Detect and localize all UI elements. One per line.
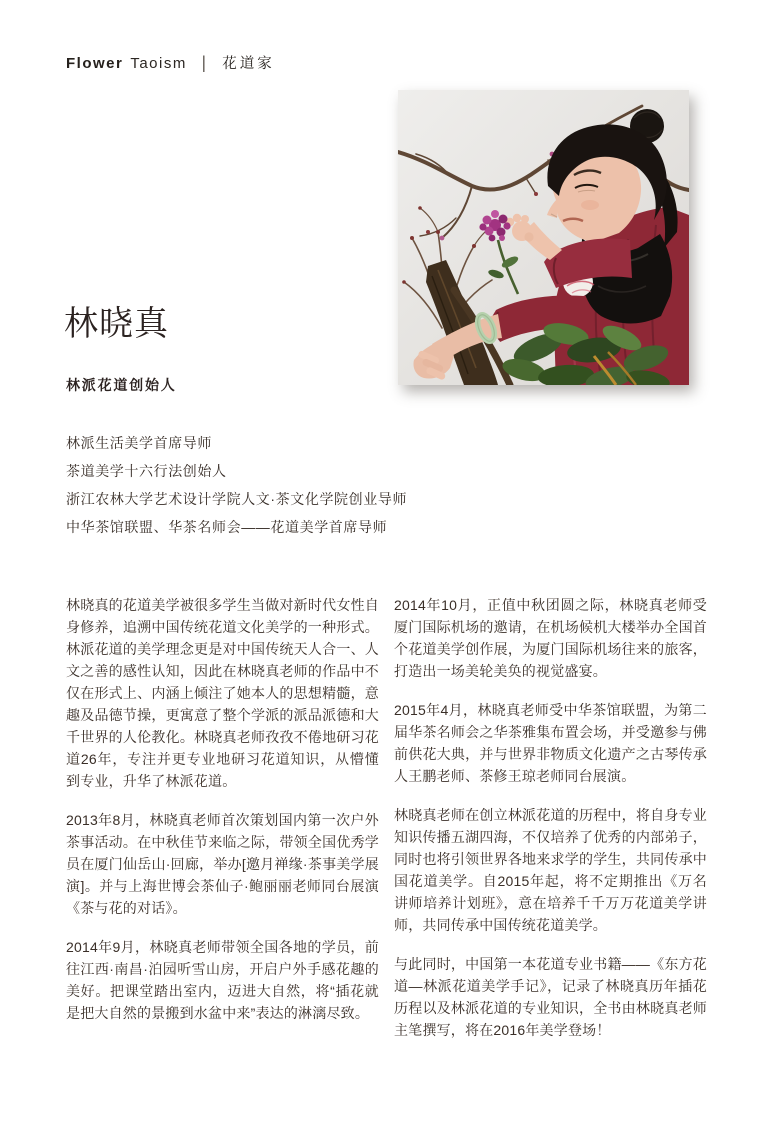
page-title: 林晓真: [64, 305, 169, 343]
bio-column-left: [66, 594, 379, 1041]
brand-header: [66, 52, 275, 73]
bio-paragraph: 2014年10月，正值中秋团圆之际，林晓真老师受厦门国际机场的邀请，在机场候机大楼举办全国首个花道美学创作展，为厦门国际机场往来的旅客，打造出一场美轮美奂的视觉盛宴。: [394, 597, 707, 679]
brand-word-flower: Flower: [66, 55, 124, 72]
portrait-photo: [398, 90, 689, 385]
bio-columns: [66, 594, 708, 1041]
bio-paragraph: 2013年8月，林晓真老师首次策划国内第一次户外茶事活动。在中秋佳节来临之际，带领全国优秀学员在厦门仙岳山·回廊，举办[邀月禅缘·茶事美学展演]。并与上海世博会茶仙子·鲍丽丽老师同台展演《茶与花的对话》。: [66, 812, 379, 916]
credential-item: 浙江农林大学艺术设计学院人文·茶文化学院创业导师: [66, 491, 408, 507]
brand-word-taoism: Taoism: [130, 55, 187, 72]
profile-role: 林派花道创始人: [66, 377, 177, 393]
bio-paragraph: 林晓真老师在创立林派花道的历程中，将自身专业知识传播五湖四海，不仅培养了优秀的内部弟子，同时也将引领世界各地来求学的学生，共同传承中国花道美学。自2015年起，将不定期推出《万名讲师培养计划班》，意在培养千千万万花道美学讲师，共同传承中国传统花道美学。: [394, 807, 707, 933]
bio-paragraph: 2014年9月，林晓真老师带领全国各地的学员，前往江西·南昌·泊园听雪山房，开启户外手感花趣的美好。把课堂踏出室内，迈进大自然，将“插花就是把大自然的景搬到水盆中来”表达的淋漓尽致。: [66, 939, 379, 1021]
credentials-list: [66, 429, 407, 541]
brand-cjk-label: 花道家: [222, 56, 275, 72]
credential-item: 中华茶馆联盟、华茶名师会——花道美学首席导师: [66, 519, 388, 535]
portrait-illustration: [398, 90, 689, 385]
bio-paragraph: 与此同时，中国第一本花道专业书籍——《东方花道—林派花道美学手记》，记录了林晓真历年插花历程以及林派花道的专业知识，全书由林晓真老师主笔撰写，将在2016年美学登场！: [394, 956, 707, 1038]
credential-item: 茶道美学十六行法创始人: [66, 463, 227, 479]
bio-paragraph: 2015年4月，林晓真老师受中华茶馆联盟，为第二届华茶名师会之华茶雅集布置会场，并受邀参与佛前供花大典，并与世界非物质文化遗产之古琴传承人王鹏老师、茶修王琼老师同台展演。: [394, 702, 707, 784]
credential-item: 林派生活美学首席导师: [66, 435, 212, 451]
bio-column-right: [394, 594, 707, 1041]
bio-paragraph: 林晓真的花道美学被很多学生当做对新时代女性自身修养，追溯中国传统花道文化美学的一种形式。林派花道的美学理念更是对中国传统天人合一、人文之善的感性认知，因此在林晓真老师的作品中不仅在形式上、内涵上倾注了她本人的思想精髓，意趣及品德节操，更寓意了整个学派的派品派德和大千世界的人伦教化。林晓真老师孜孜不倦地研习花道26年，专注并更专业地研习花道知识，从懵懂到专业，升华了林派花道。: [66, 597, 379, 789]
brand-separator: |: [201, 53, 208, 74]
